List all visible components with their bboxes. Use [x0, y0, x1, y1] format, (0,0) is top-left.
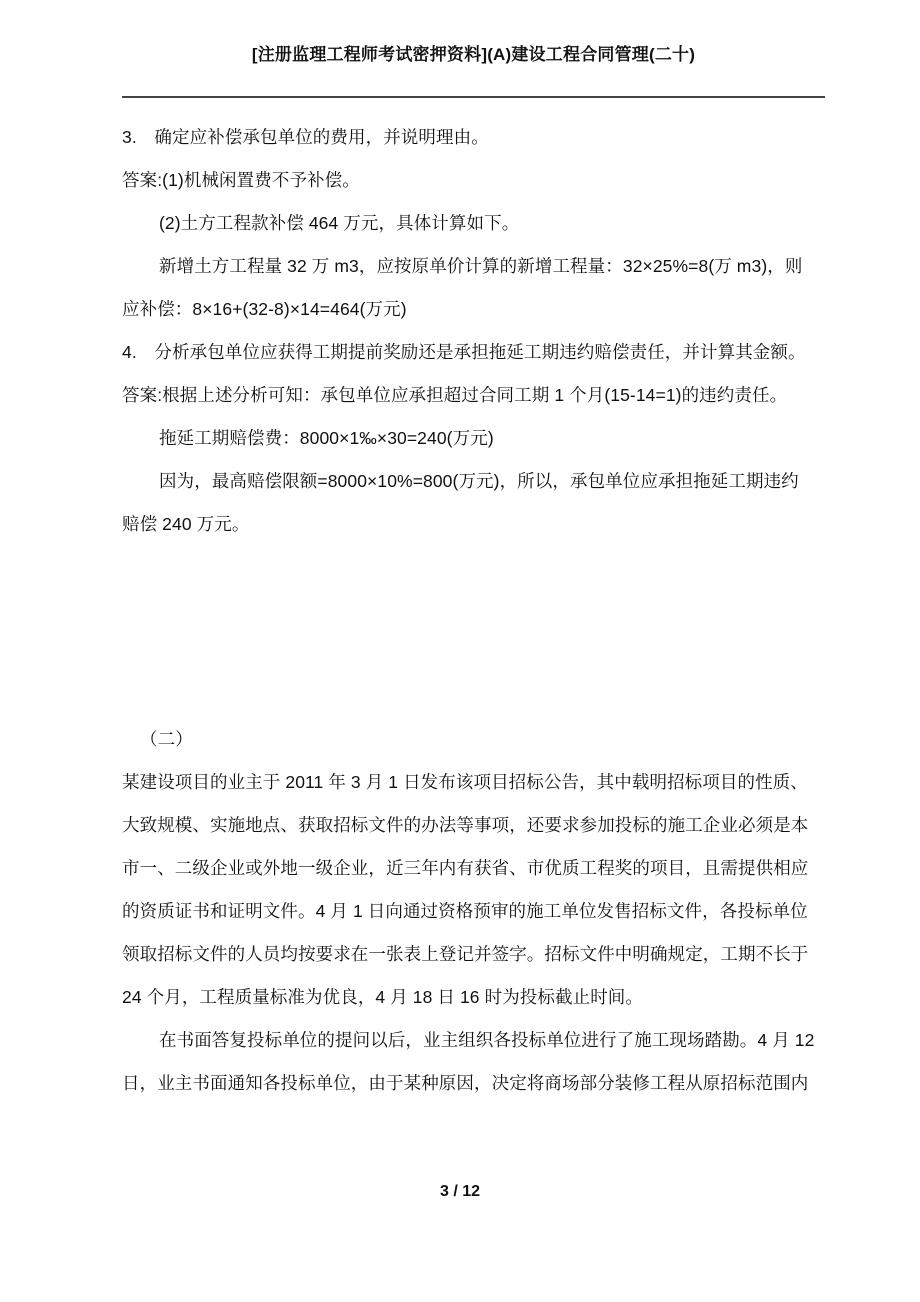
page-header-title: [注册监理工程师考试密押资料](A)建设工程合同管理(二十) — [251, 45, 696, 64]
answer-3-item-1: 答案:(1)机械闲置费不予补偿。 — [122, 170, 360, 190]
answer-4-calc-1: 拖延工期赔偿费：8000×1‰×30=240(万元) — [159, 428, 494, 448]
document-body — [122, 116, 815, 1105]
answer-4-calc-2: 因为，最高赔偿限额=8000×10%=800(万元)，所以，承包单位应承担拖延工期违约 — [159, 471, 799, 491]
section-two-line-3: 市一、二级企业或外地一级企业，近三年内有获省、市优质工程奖的项目，且需提供相应 — [122, 858, 809, 878]
section-two-line-4: 的资质证书和证明文件。4 月 1 日向通过资格预审的施工单位发售招标文件，各投标单位 — [122, 901, 808, 921]
answer-3-item-2: (2)土方工程款补偿 464 万元，具体计算如下。 — [159, 213, 520, 233]
question-3-line: 3. 确定应补偿承包单位的费用，并说明理由。 — [122, 127, 489, 147]
section-gap — [122, 546, 802, 718]
question-4-line: 4. 分析承包单位应获得工期提前奖励还是承担拖延工期违约赔偿责任，并计算其金额。 — [122, 342, 806, 362]
section-two-line-1: 某建设项目的业主于 2011 年 3 月 1 日发布该项目招标公告，其中载明招标项目的性质、 — [122, 772, 808, 792]
section-two-line-7: 在书面答复投标单位的提问以后，业主组织各投标单位进行了施工现场踏勘。4 月 12 — [159, 1030, 815, 1050]
section-two-line-8: 日，业主书面通知各投标单位，由于某种原因，决定将商场部分装修工程从原招标范围内 — [122, 1073, 809, 1093]
header-divider — [122, 96, 825, 98]
page-number-footer: 3 / 12 — [439, 1183, 481, 1200]
answer-3-calc-1: 新增土方工程量 32 万 m3，应按原单价计算的新增工程量：32×25%=8(万 m3)，则 — [159, 256, 803, 276]
section-two-title: （二） — [140, 729, 193, 749]
answer-4-intro: 答案:根据上述分析可知：承包单位应承担超过合同工期 1 个月(15-14=1)的违约责任。 — [122, 385, 788, 405]
section-two-line-5: 领取招标文件的人员均按要求在一张表上登记并签字。招标文件中明确规定，工期不长于 — [122, 944, 809, 964]
section-two-line-6: 24 个月，工程质量标准为优良，4 月 18 日 16 时为投标截止时间。 — [122, 987, 643, 1007]
answer-4-conclusion: 赔偿 240 万元。 — [122, 514, 250, 534]
section-two-line-2: 大致规模、实施地点、获取招标文件的办法等事项，还要求参加投标的施工企业必须是本 — [122, 815, 809, 835]
answer-3-calc-2: 应补偿：8×16+(32-8)×14=464(万元) — [122, 299, 407, 319]
